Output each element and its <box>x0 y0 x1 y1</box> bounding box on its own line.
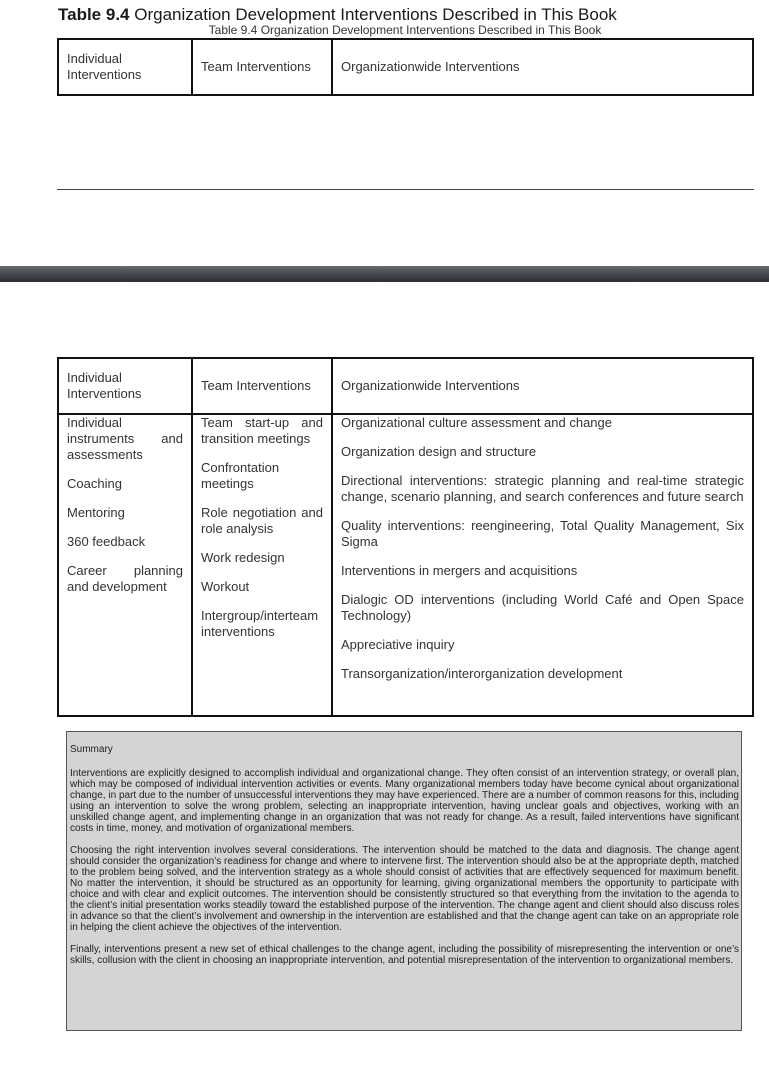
page-separator <box>0 266 769 282</box>
list-item: Quality interventions: reengineering, Total Quality Management, Six Sigma <box>341 518 744 549</box>
list-item: Career planning and development <box>67 563 183 594</box>
list-item: Mentoring <box>67 505 125 520</box>
summary-box <box>66 731 742 1031</box>
header-team: Team Interventions <box>192 358 332 414</box>
table-title <box>58 5 617 24</box>
list-item: Dialogic OD interventions (including World Café and Open Space Technology) <box>341 592 744 623</box>
horizontal-rule <box>57 189 754 190</box>
team-column <box>192 414 332 716</box>
individual-column <box>58 414 192 716</box>
list-item: Directional interventions: strategic planning and real-time strategic change, scenario planning, and search conferences and future search <box>341 473 744 504</box>
summary-heading: Summary <box>70 744 113 755</box>
header-team: Team Interventions <box>192 39 332 95</box>
header-organizationwide: Organizationwide Interventions <box>332 358 753 414</box>
list-item: Appreciative inquiry <box>341 637 455 652</box>
list-item: Interventions in mergers and acquisitions <box>341 563 578 578</box>
list-item: Team start-up and transition meetings <box>201 415 323 446</box>
list-item: Individual instruments and assessments <box>67 415 183 462</box>
list-item: Role negotiation and role analysis <box>201 505 323 536</box>
list-item: Transorganization/interorganization development <box>341 666 623 681</box>
table-label: Table 9.4 <box>58 5 130 24</box>
summary-paragraph: Finally, interventions present a new set of ethical challenges to the change agent, including the possibility of misrepresenting the intervention or one’s skills, collusion with the client in choosing an inappropriate intervention, and potential misrepresentation of the intervention to organizational members. <box>70 944 739 966</box>
list-item: Intergroup/interteam interventions <box>201 608 319 639</box>
table-caption: Table 9.4 Organization Development Interventions Described in This Book <box>208 23 602 37</box>
list-item: 360 feedback <box>67 534 146 549</box>
summary-paragraph: Interventions are explicitly designed to accomplish individual and organizational change. They often consist of an intervention strategy, or overall plan, which may be composed of individual intervention activities or events. Many organizational members today have become cynical about organizational change, in part due to the number of unsuccessful interventions they may have experienced. There are a number of common reasons for this, including using an intervention to solve the wrong problem, selecting an inappropriate intervention, having unclear goals and objectives, working with an unskilled change agent, and implementing change in an organization that was not ready for change. As a result, failed interventions have significant costs in time, money, and motivation of organizational members. <box>70 768 739 834</box>
header-table-page-1 <box>57 38 754 96</box>
list-item: Work redesign <box>201 550 285 565</box>
table-title-text: Organization Development Interventions Described in This Book <box>134 5 617 24</box>
summary-paragraph: Choosing the right intervention involves several considerations. The intervention should be matched to the data and diagnosis. The change agent should consider the organization’s readiness for change and where to intervene first. The intervention should also be at the appropriate depth, matched to the problem being solved, and the intervention strategy as a whole should consist of activities that are effectively sequenced for maximum benefit. No matter the intervention, it should be structured as an opportunity for learning, giving organizational members the opportunity to participate with choice and with clear and explicit outcomes. The intervention should be consistently structured so that everything from the invitation to the agenda to the client’s initial presentation works steadily toward the established purpose of the intervention. The change agent and client should also discuss roles in advance so that the client’s involvement and ownership in the intervention are established and that the change agent can take on an appropriate role in helping the client achieve the objectives of the intervention. <box>70 845 739 933</box>
list-item: Organizational culture assessment and change <box>341 415 612 430</box>
header-individual: Individual Interventions <box>58 358 192 414</box>
organizationwide-column <box>332 414 753 716</box>
interventions-table <box>57 357 754 717</box>
header-individual: Individual Interventions <box>58 39 192 95</box>
list-item: Confrontation meetings <box>201 460 280 491</box>
list-item: Workout <box>201 579 250 594</box>
header-organizationwide: Organizationwide Interventions <box>332 39 753 95</box>
list-item: Coaching <box>67 476 122 491</box>
list-item: Organization design and structure <box>341 444 537 459</box>
